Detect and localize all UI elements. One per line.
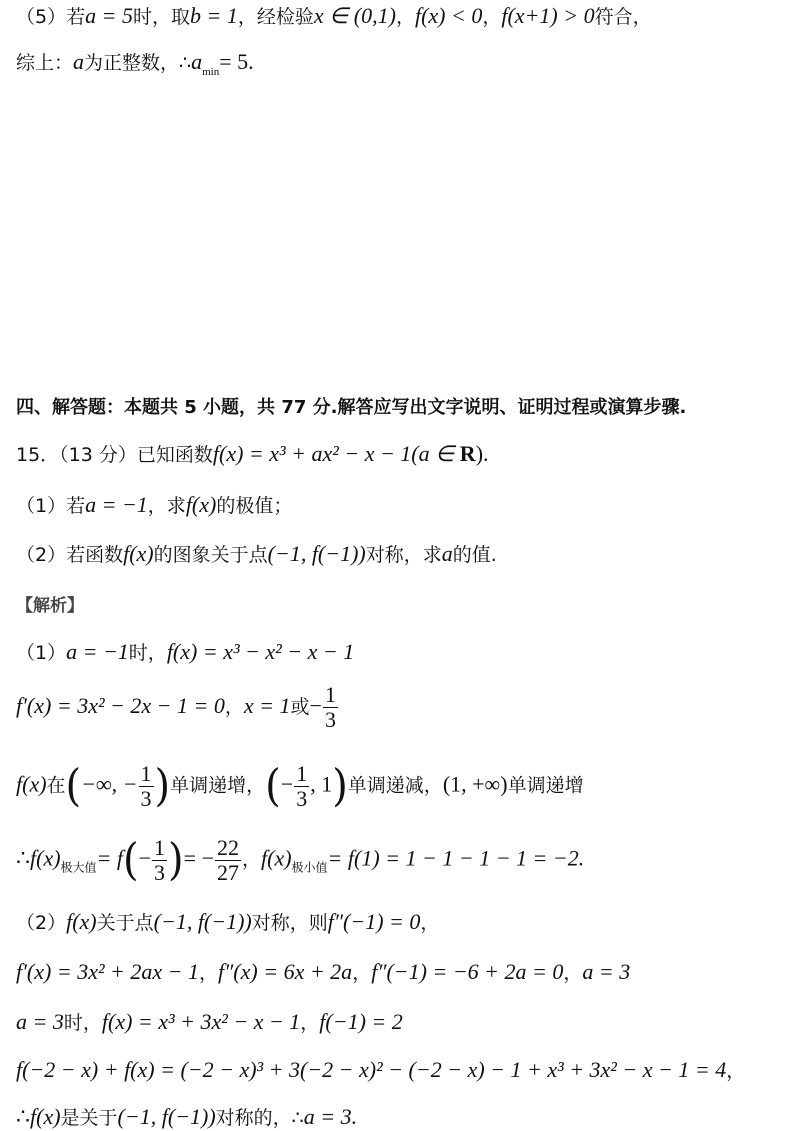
- t5-text: 是关于: [60, 1107, 118, 1129]
- fraction-numerator: 1: [140, 760, 152, 786]
- interval-expr: x ∈ (0,1): [313, 3, 396, 28]
- separator: ，: [420, 912, 440, 934]
- s3-function: f(x): [16, 771, 47, 797]
- left-paren: (: [265, 760, 281, 812]
- separator: ，: [352, 962, 372, 984]
- solution-part1-line1: [16, 638, 354, 665]
- inequality-2: f(x+1) > 0: [501, 3, 595, 28]
- case-condition: a = 5: [85, 3, 133, 28]
- max-eq2: = −: [183, 845, 214, 871]
- function-def: f(x) = x³ + ax² − x − 1(a ∈: [212, 441, 460, 466]
- q2-end2: 的值.: [452, 544, 497, 566]
- q2-end: 对称，求: [365, 544, 442, 566]
- right-paren: ): [168, 834, 184, 886]
- question-2: [16, 540, 497, 567]
- fraction-one-third: [323, 683, 338, 732]
- max-eq: = f: [96, 845, 124, 871]
- solution-conclusion: [16, 1103, 357, 1130]
- interval1-start: −∞, −: [81, 771, 138, 797]
- t3-condition: a = 3: [16, 1009, 64, 1034]
- case-mid-text: 时，取: [132, 6, 190, 28]
- summary-line: [16, 48, 254, 78]
- left-paren: (: [123, 834, 139, 886]
- separator: ，: [224, 696, 244, 718]
- check-text: ，经检验: [237, 6, 314, 28]
- amin-base: a: [191, 49, 203, 74]
- t2-second-derivative: f″(x) = 6x + 2a: [218, 959, 353, 984]
- summary-var: a: [73, 49, 85, 74]
- t2-derivative: f′(x) = 3x² + 2ax − 1: [16, 959, 200, 984]
- fraction-numerator: 1: [154, 834, 166, 860]
- case-label: （5）: [16, 6, 67, 28]
- therefore-symbol: ∴: [16, 845, 30, 871]
- solution-line-case5: [16, 2, 652, 29]
- t1-text2: 对称，则: [251, 912, 328, 934]
- solution-extrema: [16, 832, 584, 888]
- q2-function: f(x): [123, 541, 154, 566]
- derivative-eq: f′(x) = 3x² − 2x − 1 = 0: [16, 693, 225, 718]
- separator: ，: [300, 1012, 320, 1034]
- interval3: (1, +∞): [442, 771, 508, 797]
- problem-statement: [16, 440, 489, 467]
- t5-point: (−1, f(−1)): [117, 1104, 216, 1129]
- neg-sign: −: [309, 693, 322, 718]
- problem-number: 15．（13 分）已知函数: [16, 444, 213, 466]
- inequality-1: f(x) < 0: [414, 3, 483, 28]
- summary-lead: 综上：: [16, 52, 74, 74]
- q2-point: (−1, f(−1)): [267, 541, 366, 566]
- separator: ，: [726, 1060, 746, 1082]
- fraction: [139, 762, 154, 811]
- q1-text: ，求: [147, 495, 186, 517]
- right-paren: ): [332, 760, 348, 812]
- fraction-numerator: 1: [324, 682, 336, 707]
- t1-label: （2）: [16, 912, 67, 934]
- max-value-fraction: [215, 836, 241, 885]
- min-value: = f(1) = 1 − 1 − 1 − 1 = −2.: [327, 845, 585, 871]
- solution-part2-line4: [16, 1056, 745, 1083]
- solution-part2-line1: [16, 908, 439, 935]
- interval2-neg: −: [280, 771, 294, 797]
- increasing-text-2: 单调递增: [507, 774, 584, 797]
- q1-condition: a = −1: [85, 492, 148, 517]
- min-subscript: 极小值: [291, 860, 328, 875]
- t2-evaluation: f″(−1) = −6 + 2a = 0: [371, 959, 564, 984]
- section-heading: 四、解答题：本题共 5 小题，共 77 分.解答应写出文字说明、证明过程或演算步骤.: [16, 397, 687, 418]
- s1-condition: a = −1: [66, 639, 129, 664]
- fraction-denominator: 27: [216, 859, 239, 885]
- amin-value: = 5.: [219, 49, 254, 74]
- fraction-denominator: 3: [154, 859, 166, 885]
- s1-text: 时，: [128, 642, 167, 664]
- separator: ，: [199, 962, 219, 984]
- q2-label: （2）若函数: [16, 544, 124, 566]
- t5-text2: 对称的，∴: [215, 1107, 304, 1129]
- max-subscript: 极大值: [60, 860, 97, 875]
- b-value: b = 1: [189, 3, 238, 28]
- solution-tag: 【解析】: [16, 596, 84, 616]
- solution-part1-line2: [16, 683, 339, 732]
- s1-function: f(x) = x³ − x² − x − 1: [166, 639, 355, 664]
- amin-subscript: min: [202, 66, 220, 78]
- t3-function: f(x) = x³ + 3x² − x − 1: [101, 1009, 301, 1034]
- fraction-numerator: 1: [296, 760, 308, 786]
- t3-value: f(−1) = 2: [319, 1009, 403, 1034]
- s3-in: 在: [46, 774, 66, 797]
- q1-function: f(x): [185, 492, 217, 517]
- fraction-numerator: 22: [216, 834, 239, 860]
- final-answer: a = 3.: [303, 1104, 358, 1129]
- or-text: 或: [290, 696, 310, 718]
- t1-function: f(x): [66, 909, 97, 934]
- root-1: x = 1: [243, 693, 291, 718]
- separator: ，: [563, 962, 583, 984]
- separator: ，: [395, 6, 415, 28]
- t2-result: a = 3: [582, 959, 631, 984]
- solution-part2-line2: [16, 958, 630, 985]
- left-paren: (: [65, 760, 82, 812]
- solution-part2-line3: [16, 1008, 403, 1035]
- q1-end: 的极值；: [216, 495, 293, 517]
- interval2-end: , 1: [310, 771, 333, 797]
- case-text: 若: [66, 6, 86, 28]
- fraction-denominator: 3: [140, 785, 152, 811]
- case-tail: 符合，: [594, 6, 652, 28]
- fraction-denominator: 3: [324, 707, 336, 732]
- t1-text: 关于点: [96, 912, 154, 934]
- function-def-end: ).: [475, 441, 489, 466]
- fraction: [294, 762, 309, 811]
- symmetry-check-eq: f(−2 − x) + f(x) = (−2 − x)³ + 3(−2 − x)² − (−2 − x) − 1 + x³ + 3x² − x − 1 = 4: [16, 1057, 727, 1082]
- reals-symbol: R: [459, 441, 476, 466]
- t5-function: f(x): [30, 1104, 61, 1129]
- separator: ，: [241, 848, 261, 871]
- s1-label: （1）: [16, 642, 67, 664]
- separator: ，: [482, 6, 502, 28]
- q2-var: a: [441, 541, 453, 566]
- extrema-f2: f(x): [261, 845, 292, 871]
- extrema-f: f(x): [30, 845, 61, 871]
- therefore-symbol: ∴: [16, 1104, 30, 1129]
- q1-label: （1）若: [16, 495, 86, 517]
- right-paren: ): [154, 760, 171, 812]
- fraction: [152, 836, 167, 885]
- question-1: [16, 491, 292, 518]
- t1-equation: f″(−1) = 0: [327, 909, 421, 934]
- t3-text: 时，: [63, 1012, 102, 1034]
- summary-text: 为正整数，∴: [84, 52, 192, 74]
- q2-text: 的图象关于点: [153, 544, 268, 566]
- increasing-text: 单调递增，: [170, 774, 266, 797]
- fraction-denominator: 3: [296, 785, 308, 811]
- t1-point: (−1, f(−1)): [153, 909, 252, 934]
- decreasing-text: 单调递减，: [347, 774, 443, 797]
- neg-sign: −: [138, 845, 152, 871]
- solution-monotonicity: [16, 758, 584, 814]
